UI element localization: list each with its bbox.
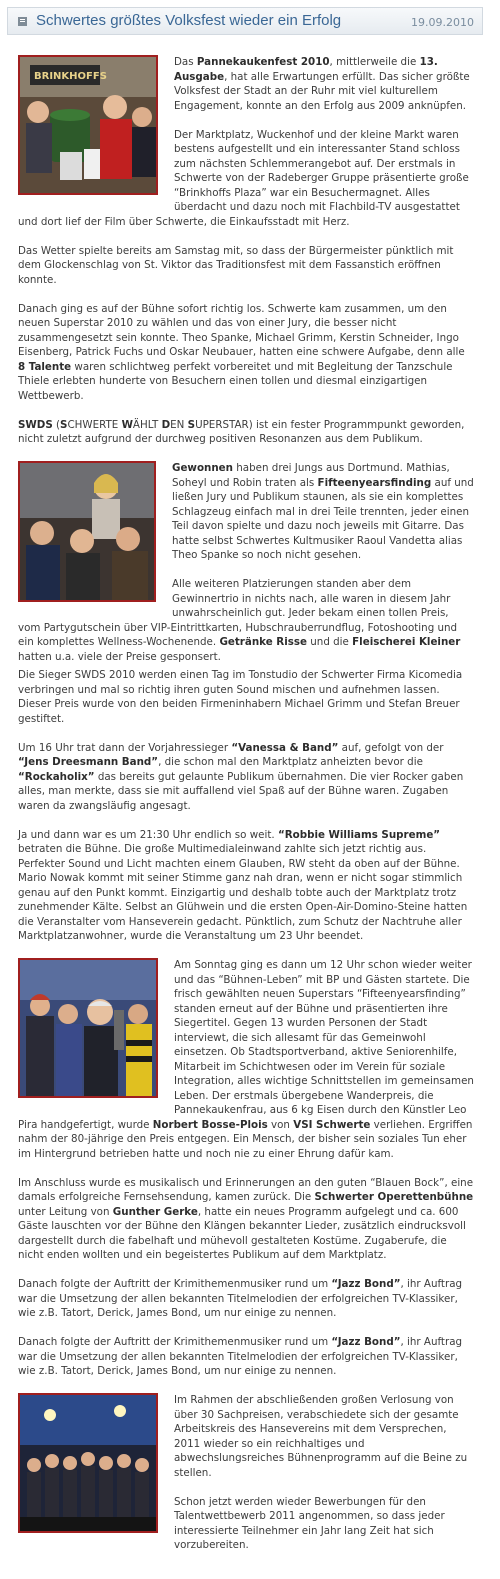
paragraph-4: Danach ging es auf der Bühne sofort richtig los. Schwerte kam zusammen, um den neuen Superstar 2010 zu wählen und das von einer Jury, die besser nicht zusammengesetzt sein konnte. Theo Spanke, Michael Grimm, Kerstin Schneider, Ingo Eisenberg, Patrick Fuchs und Oskar Neubauer, hatten eine schwere Aufgabe, denn alle 8 Talente waren schlichtweg perfekt vorbereitet und mit Begleitung der Tanzschule Thiele erlebten hunderte von Besuchern einen tollen und diesmal einzigartigen Wettbewerb. <box>18 302 465 402</box>
photo-fifteenyearsfinding[interactable] <box>18 461 156 602</box>
paragraph-10: Ja und dann war es um 21:30 Uhr endlich so weit. “Robbie Williams Supreme” betraten die Bühne. Die große Multimedialeinwand zahlte sich jetzt richtig aus. Perfekter Sound und Licht machten einem Glauben, RW steht da oben auf der Bühne. Mario Nowak kommt mit seiner Stimme ganz nah dran, wenn er nicht sogar stimmlich genau auf den Punkt kommt. Einzigartig und deshalb tobte auch der Marktplatz trotz zunehmender Kälte. Selbst an Glühwein und die ersten Open-Air-Domino-Steine hatten die Veranstalter vom Hanseverein gedacht. Pünktlich, zum Schutz der Nachtruhe aller Marktplatzanwohner, wurde die Veranstaltung um 23 Uhr beendet. <box>18 828 468 942</box>
paragraph-15: Im Rahmen der abschließenden großen Verlosung von über 30 Sachpreisen, verabschiedete sich der gesamte Arbeitskreis des Hansevereins mit dem Versprechen, 2011 wieder so ein reichhaltiges und abwechslungsreiches Bühnenprogramm auf die Beine zu stellen. <box>174 1394 468 1479</box>
paragraph-2: Der Marktplatz, Wuckenhof und der kleine Markt waren bestens aufgestellt und ein interessanter Stand schloss zum nächsten Schlemmerangebot auf. Der erstmals in Schwerte von der Radeberger Gruppe präsentierte große “Brinkhoffs Plaza” war ein Besuchermagnet. Alles überdacht und dazu noch mit Flachbild-TV ausgestattet und dort lief der Film über Schwerte, die Einkaufsstadt mit Herz. <box>18 128 469 228</box>
paragraph-8: Die Sieger SWDS 2010 werden einen Tag im Tonstudio der Schwerter Firma Kicomedia verbringen und mal so richtig ihren guten Sound mischen und aufnehmen lassen. Dieser Preis wurde von den beiden Firmeninhabern Michael Grimm und Stefan Breuer gestiftet. <box>18 669 463 725</box>
article-date: 19.09.2010 <box>411 16 474 29</box>
paragraph-12: Im Anschluss wurde es musikalisch und Erinnerungen an den guten “Blauen Bock”, eine damals erfolgreiche Fernsehsendung, kamen zurück. Die Schwerter Operettenbühne unter Leitung von Gunther Gerke, hatte ein neues Programm aufgelegt und ca. 600 Gäste lauschten vor der Bühne den Klängen bekannter Lieder, zusätzlich eindrucksvoll dargestellt durch die fabelhaft und mühevoll gestalteten Kostüme. Zugaberufe, die nicht enden wollten und ein begeistertes Publikum auf dem Marktplatz. <box>18 1176 474 1261</box>
paragraph-14: Danach folgte der Auftritt der Krimithemenmusiker rund um “Jazz Bond”, ihr Auftrag war die Umsetzung der allen bekannten Titelmelodien der erfolgreichen TV-Klassiker, wie z.B. Tatort, Derick, James Bond, um nur einige zu nennen. <box>18 1336 463 1377</box>
paragraph-3: Das Wetter spielte bereits am Samstag mit, so dass der Bürgermeister pünktlich mit dem Glockenschlag von St. Viktor das Traditionsfest mit dem Fassanstich eröffnen konnte. <box>18 244 454 286</box>
paragraph-16: Schon jetzt werden wieder Bewerbungen für den Talentwettbewerb 2011 angenommen, so dass jeder interessierte Teilnehmer ein Jahr lang Zeit hat sich vorzubereiten. <box>174 1495 445 1551</box>
article-header <box>7 7 483 35</box>
paragraph-6: Gewonnen haben drei Jungs aus Dortmund. Mathias, Soheyl und Robin traten als Fifteenyearsfinding auf und ließen Jury und Publikum staunen, als sie ein komplettes Schlagzeug einfach mal in drei Teile trennten, jeder einen Teil davon spielte und dazu noch jeweils mit Gitarre. Das hatte selbst Schwertes Kultmusiker Raoul Vandetta alias Theo Spanke so noch nicht gesehen. <box>172 462 474 561</box>
photo-sign-text: BRINKHOFFS <box>34 71 107 82</box>
paragraph-5: SWDS (SCHWERTE WÄHLT DEN SUPERSTAR) ist ein fester Programmpunkt geworden, nicht zuletzt aufgrund der durchweg positiven Resonanzen aus dem Publikum. <box>18 418 465 445</box>
photo-arbeitskreis[interactable] <box>18 1393 158 1533</box>
paragraph-9: Um 16 Uhr trat dann der Vorjahressieger “Vanessa & Band” auf, gefolgt von der “Jens Dreesmann Band”, die schon mal den Marktplatz anheizten bevor die “Rockaholix” das bereits gut gelaunte Publikum übernahmen. Die vier Rocker gaben alles, man merkte, dass sie mit auffallend viel Spaß auf der Bühne waren. Zugaben waren da zwangsläufig angesagt. <box>18 741 464 812</box>
paragraph-1: Das Pannekaukenfest 2010, mittlerweile die 13. Ausgabe, hat alle Erwartungen erfüllt. Das sicher größte Volksfest der Stadt an der Ruhr mit viel kulturellem Engagement, konnte an den Erfolg aus 2009 anknüpfen. <box>174 56 470 112</box>
paragraph-7: Alle weiteren Platzierungen standen aber dem Gewinnertrio in nichts nach, alle waren in diesem Jahr unwahrscheinlich gut. Jeder bekam einen tollen Preis, vom Partygutschein über VIP-Eintrittkarten, Hubschrauberrundflug, Fotoshooting und ein komplettes Wellness-Wochenende. Getränke Risse und die Fleischerei Kleiner hatten u.a. viele der Preise gesponsert. <box>18 578 461 663</box>
photo-wanderpreis[interactable] <box>18 958 158 1098</box>
article-title: Schwertes größtes Volksfest wieder ein Erfolg <box>36 12 342 29</box>
paragraph-13: Danach folgte der Auftritt der Krimithemenmusiker rund um “Jazz Bond”, ihr Auftrag war die Umsetzung der allen bekannten Titelmelodien der erfolgreichen TV-Klassiker, wie z.B. Tatort, Derick, James Bond, um nur einige zu nennen. <box>18 1278 463 1319</box>
list-icon <box>18 17 27 26</box>
paragraph-11: Am Sonntag ging es dann um 12 Uhr schon wieder weiter und das “Bühnen-Leben” mit BP und Gästen startete. Die frisch gewählten neuen Superstars “Fifteenyearsfinding” standen erneut auf der Bühne und präsentierten ihre Siegertitel. Gegen 13 wurden Personen der Stadt interviewt, die sich allesamt für das Gemeinwohl einsetzen. Ob Stadtsportverband, aktive Seniorenhilfe, Mitarbeit im Schichtwesen oder im Verein für soziale Integration, alles wichtige Schnittstellen im gemeinsamen Leben. Der erstmals übergebene Wanderpreis, die Pannekaukenfrau, aus 6 kg Eisen durch den Künstler Leo Pira handgefertigt, wurde Norbert Bosse-Plois von VSI Schwerte verliehen. Ergriffen nahm der 80-jährige den Preis entgegen. Ein Mensch, der bisher sein soziales Tun eher im Hintergrund betrieben hatte und noch nie zu einer Ehrung dafür kam. <box>18 959 474 1160</box>
photo-fassanstich[interactable] <box>18 55 158 195</box>
article-body <box>18 55 474 1567</box>
